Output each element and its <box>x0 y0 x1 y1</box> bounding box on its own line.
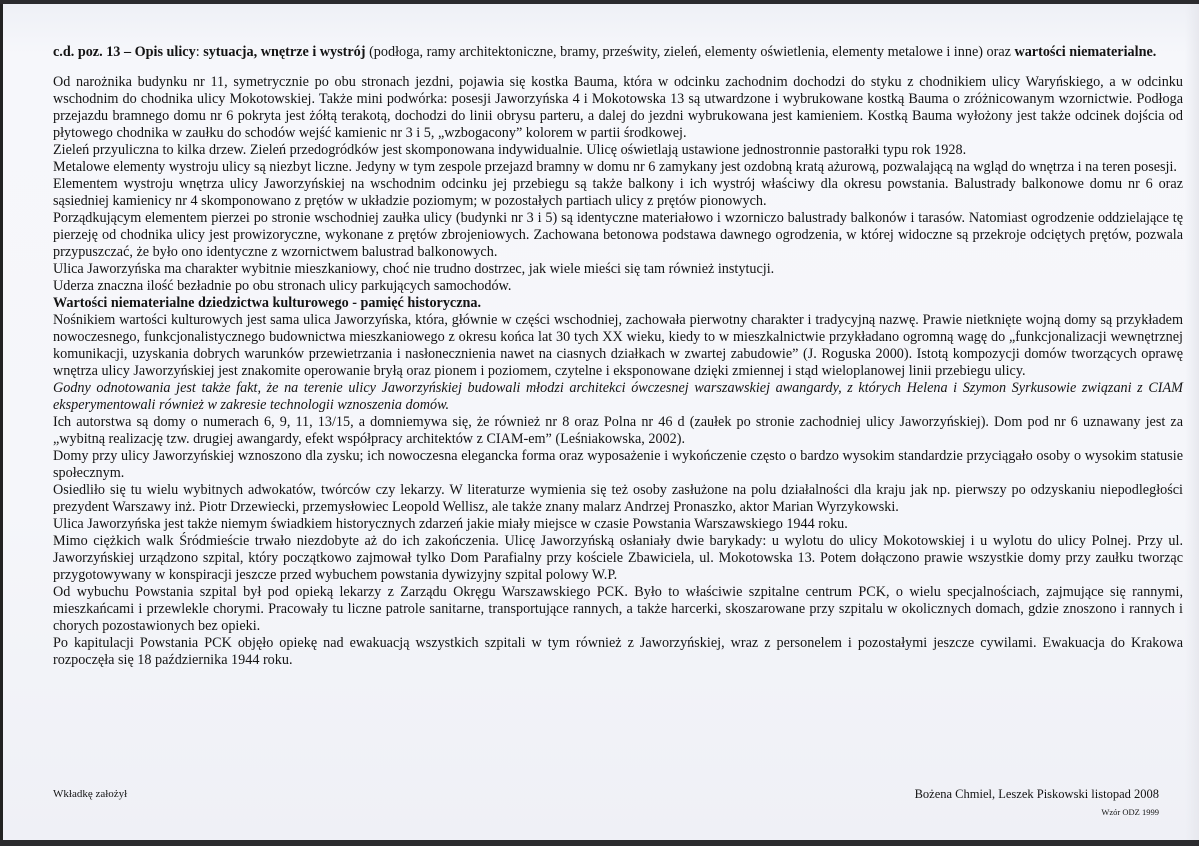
paragraph-frontage: Porządkującym elementem pierzei po stronie wschodniej zaułka ulicy (budynki nr 3 i 5) są identyczne materiałowo i wzorniczo balustrady balkonów i tarasów. Natomiast ogrodzenie oddzielające tę pierzeję od chodnika ulicy jest prowizoryczne, wykonane z prętów zbrojeniowych. Zachowana betonowa podstawa dawnego ogrodzenia, w której widoczne są przekroje odciętych prętów, pozwala przypuszczać, że było ono identyczne z wzornictwem balustrad balkonowych. <box>53 209 1183 260</box>
paragraph-paving: Od narożnika budynku nr 11, symetrycznie po obu stronach jezdni, pojawia się kostka Bauma, która w odcinku zachodnim dochodzi do styku z chodnikiem ulicy Waryńskiego, a w odcinku wschodnim do chodnika ulicy Mokotowskiej. Także mini podwórka: posesji Jaworzyńska 4 i Mokotowska 13 są utwardzone i wybrukowane kostką Bauma o zróżnicowanym wzornictwie. Podłoga przejazdu bramnego domu nr 6 pokryta jest żółtą terakotą, dochodzi do linii obrysu parteru, a dalej do jezdni wybrukowana jest kamieniem. Kostką Bauma wyłożony jest także odcinek dojścia od płytowego chodnika w zaułku do schodów wejść kamienic nr 3 i 5, „wzbogacony” kolorem w partii środkowej. <box>53 73 1183 141</box>
footer-form-label: Wzór ODZ 1999 <box>1101 807 1159 817</box>
paragraph-residential: Ulica Jaworzyńska ma charakter wybitnie mieszkaniowy, choć nie trudno dostrzec, jak wiele mieści się tam również instytucji. <box>53 260 775 277</box>
heading-prefix: c.d. poz. 13 – Opis ulicy <box>53 44 196 60</box>
paragraph-avantgarde: Godny odnotowania jest także fakt, że na terenie ulicy Jaworzyńskiej budowali młodzi architekci ówczesnej warszawskiej awangardy, z których Helena i Szymon Syrkusowie związani z CIAM eksperymentowali również w zakresie technologii wznoszenia domów. <box>53 379 1183 413</box>
heading-bold-end: wartości niematerialne. <box>1014 44 1157 60</box>
paragraph-cultural-values: Nośnikiem wartości kulturowych jest sama ulica Jaworzyńska, która, głównie w części wschodniej, zachowała pierwotny charakter i tradycyjną nazwę. Prawie nietknięte wojną domy są przykładem nowoczesnego, funkcjonalistycznego budownictwa mieszkaniowego z okresu końca lat 30 tych XX wieku, kiedy to w mieszkalnictwie przykładano ogromną wagę do „funkcjonalizacji wewnętrznej komunikacji, uzyskania dobrych warunków przewietrzania i nasłonecznienia nawet na ciasnych działkach w zwartej zabudowie” (J. Roguska 2000). Istotą kompozycji domów tworzących oprawę wnętrza ulicy Jaworzyńskiej jest znakomite operowanie bryłą oraz pionem i poziomem, czytelne i eksponowane dzięki zmiennej i stąd wieloplanowej linii przebiegu ulicy. <box>53 311 1183 379</box>
heading-bold-part: sytuacja, wnętrze i wystrój <box>203 44 366 60</box>
heading-normal-part: (podłoga, ramy architektoniczne, bramy, prześwity, zieleń, elementy oświetlenia, elementy metalowe i inne) oraz <box>365 44 1015 60</box>
paragraph-hospital: Od wybuchu Powstania szpital był pod opieką lekarzy z Zarządu Okręgu Warszawskiego PCK. Było to właściwie szpitalne centrum PCK, o wielu specjalnościach, zajmujące się rannymi, mieszkańcami i przewlekle chorymi. Pracowały tu liczne patrole sanitarne, transportujące rannych, a także harcerki, skoszarowane przy szpitalu w okolicznych domach, gdzie znoszono i rannych i chorych pozostawionych bez opieki. <box>53 583 1183 634</box>
paragraph-authorship: Ich autorstwa są domy o numerach 6, 9, 11, 13/15, a domniemywa się, że również nr 8 oraz Polna nr 46 d (zaułek po stronie zachodniej ulicy Jaworzyńskiej). Dom pod nr 6 uznawany jest za „wybitną realizację tzw. drugiej awangardy, efekt współpracy architektów z CIAM-em” (Leśniakowska, 2002). <box>53 413 1183 447</box>
footer-authors: Bożena Chmiel, Leszek Piskowski listopad 2008 <box>914 787 1159 801</box>
paragraph-evacuation: Po kapitulacji Powstania PCK objęło opiekę nad ewakuacją wszystkich szpitali w tym również z Jaworzyńskiej, wraz z personelem i pozostałymi jeszcze cywilami. Ewakuacja do Krakowa rozpoczęła się 18 października 1944 roku. <box>53 634 1183 668</box>
document-body <box>53 44 1183 669</box>
footer-inserted-by-label: Wkładkę założył <box>53 788 128 800</box>
subheading-intangible-values: Wartości niematerialne dziedzictwa kulturowego - pamięć historyczna. <box>53 294 482 311</box>
paragraph-residents: Osiedliło się tu wielu wybitnych adwokatów, twórców czy lekarzy. W literaturze wymienia się też osoby zasłużone na polu działalności dla kraju jak np. pierwszy po odzyskaniu niepodległości prezydent Warszawy inż. Piotr Drzewiecki, przemysłowiec Leopold Wellisz, ale także znany malarz Andrzej Pronaszko, aktor Marian Wyrzykowski. <box>53 481 1183 515</box>
paragraph-profit: Domy przy ulicy Jaworzyńskiej wznoszono dla zysku; ich nowoczesna elegancka forma oraz wyposażenie i wykończenie często o bardzo wysokim standardzie przyciągało osoby o wysokim statusie społecznym. <box>53 447 1183 481</box>
paragraph-parking: Uderza znaczna ilość bezładnie po obu stronach ulicy parkujących samochodów. <box>53 277 512 294</box>
section-heading <box>53 44 1183 62</box>
paragraph-metal-elements: Metalowe elementy wystroju ulicy są niezbyt liczne. Jedyny w tym zespole przejazd bramny w domu nr 6 zamykany jest ozdobną kratą ażurową, pozwalającą na wgląd do wnętrza i na teren posesji. <box>53 158 1177 175</box>
paragraph-balconies: Elementem wystroju wnętrza ulicy Jaworzyńskiej na wschodnim odcinku jej przebiegu są także balkony i ich wystrój właściwy dla okresu powstania. Balustrady balkonowe domu nr 6 oraz sąsiedniej kamienicy nr 4 skomponowano z prętów w układzie poziomym; w pozostałych partiach ulicy z prętów pionowych. <box>53 175 1183 209</box>
heading-colon: : <box>195 44 204 60</box>
document-page <box>0 4 1199 840</box>
paragraph-greenery: Zieleń przyuliczna to kilka drzew. Zieleń przedogródków jest skomponowana indywidualnie. Ulicę oświetlają ustawione jednostronnie pastorałki typu rok 1928. <box>53 141 967 158</box>
paragraph-witness: Ulica Jaworzyńska jest także niemym świadkiem historycznych zdarzeń jakie miały miejsce w czasie Powstania Warszawskiego 1944 roku. <box>53 515 848 532</box>
paragraph-battles: Mimo ciężkich walk Śródmieście trwało niezdobyte aż do ich zakończenia. Ulicę Jaworzyńską osłaniały dwie barykady: u wylotu do ulicy Mokotowskiej i u wylotu do ulicy Polnej. Przy ul. Jaworzyńskiej urządzono szpital, który początkowo zajmował tylko Dom Parafialny przy kościele Zbawiciela, ul. Mokotowska 13. Potem dołączono prawie wszystkie domy przy zaułku tworząc przygotowywany w konspiracji jeszcze przed wybuchem powstania dywizyjny szpital polowy W.P. <box>53 532 1183 583</box>
